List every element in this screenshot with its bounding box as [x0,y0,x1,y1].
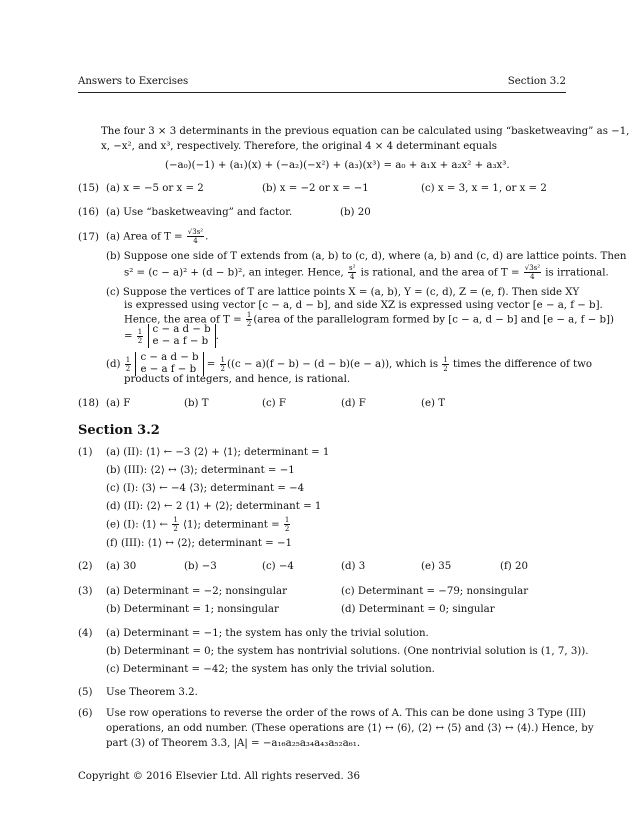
ex15-number: (15) [78,183,99,194]
s3-c: (c) Determinant = −79; nonsingular [341,586,529,597]
fraction: $\frac{1}{2}$ [284,516,290,533]
fraction: $\frac{\text{√3s²}}{4}$ [187,228,204,245]
ex17-c-line-1: (c) Suppose the vertices of T are lattice points X = (a, b), Y = (c, d), Z = (e, f). Then side XY [106,287,580,298]
s4-c: (c) Determinant = −42; the system has only the trivial solution. [106,664,435,675]
s1-d: (d) (II): ⟨2⟩ ← 2 ⟨1⟩ + ⟨2⟩; determinant = 1 [106,501,322,512]
s1-a: (a) (II): ⟨1⟩ ← −3 ⟨2⟩ + ⟨1⟩; determinant = 1 [106,447,330,458]
ex18-c: (c) F [262,398,286,409]
ex16-b: (b) 20 [340,207,371,218]
ex18-d: (d) F [341,398,366,409]
ex15-b: (b) x = −2 or x = −1 [262,183,369,194]
page-footer: Copyright © 2016 Elsevier Ltd. All rights reserved. 36 [78,771,360,782]
s4-b: (b) Determinant = 0; the system has nontrivial solutions. (One nontrivial solution is (1, 7, 3)). [106,646,589,657]
s1-number: (1) [78,447,93,458]
s2-b: (b) −3 [184,561,217,572]
s3-b: (b) Determinant = 1; nonsingular [106,604,279,615]
s6-line-1: Use row operations to reverse the order of the rows of A. This can be done using 3 Type (III) [106,708,586,719]
fraction: $\frac{1}{2}$ [125,355,131,373]
ex17-number: (17) [78,232,99,243]
s2-f: (f) 20 [500,561,528,572]
ex18-e: (e) T [421,398,446,409]
fraction: $\frac{1}{2}$ [137,327,143,345]
s6-number: (6) [78,708,93,719]
s3-d: (d) Determinant = 0; singular [341,604,495,615]
s1-b: (b) (III): ⟨2⟩ ↔ ⟨3⟩; determinant = −1 [106,465,295,476]
ex17-b-line-1: (b) Suppose one side of T extends from (a, b) to (c, d), where (a, b) and (c, d) are lattice points. Then [106,251,627,262]
s6-line-2: operations, an odd number. (These operations are ⟨1⟩ ↔ ⟨6⟩, ⟨2⟩ ↔ ⟨5⟩ and ⟨3⟩ ↔ ⟨4⟩.) Hence, by [106,723,594,734]
ex18-number: (18) [78,398,99,409]
section-title: Section 3.2 [78,423,160,438]
s2-c: (c) −4 [262,561,294,572]
fraction: $\frac{1}{2}$ [246,311,252,328]
s1-e: (e) (I): ⟨1⟩ ← $\frac{1}{2}$ ⟨1⟩; determinant = $\frac{1}{2}$ [106,516,290,533]
s1-c: (c) (I): ⟨3⟩ ← −4 ⟨3⟩; determinant = −4 [106,483,305,494]
ex15-a: (a) x = −5 or x = 2 [106,183,204,194]
ex16-number: (16) [78,207,99,218]
s3-a: (a) Determinant = −2; nonsingular [106,586,287,597]
ex17-c-line-2: is expressed using vector [c − a, d − b], and side XZ is expressed using vector [e − a, f − b]. [124,300,603,311]
ex17-c-line-3: Hence, the area of T = $\frac{1}{2}$ (area of the parallelogram formed by [c − a, d − b] and [e − a, f − b]) [124,311,614,328]
ex16-a: (a) Use “basketweaving” and factor. [106,207,293,218]
s4-a: (a) Determinant = −1; the system has only the trivial solution. [106,628,429,639]
header-rule [78,92,566,93]
ex18-b: (b) T [184,398,209,409]
fraction: $\frac{\text{s²}}{4}$ [349,264,356,281]
determinant-matrix: c − a d − b e − a f − b [148,324,216,348]
fraction: $\frac{1}{2}$ [220,355,226,373]
s1-f: (f) (III): ⟨1⟩ ↔ ⟨2⟩; determinant = −1 [106,538,292,549]
ex17-a: (a) Area of T = $\frac{\text{√3s²}}{4}$ . [106,228,209,245]
intro-equation: (−a₀)(−1) + (a₁)(x) + (−a₂)(−x²) + (a₃)(x³) = a₀ + a₁x + a₂x² + a₃x³. [165,160,510,171]
fraction: $\frac{\text{√3s²}}{4}$ [524,264,541,281]
s6-line-3: part (3) of Theorem 3.3, |A| = −a₁₆a₂₅a₃₄a₄₃a₅₂a₆₁. [106,738,361,749]
ex17-d-line-1: (d) $\frac{1}{2}$ c − a d − b e − a f − b = $\frac{1}{2}$ ((c − a)(f − b) − (d − b)(e − a)), which is $\frac{1}{2}$ times the difference of two [106,352,593,375]
page-header [78,76,566,89]
s3-number: (3) [78,586,93,597]
header-right: Section 3.2 [507,76,566,87]
intro-line-1: The four 3 × 3 determinants in the previous equation can be calculated using “basketweaving” as −1, [101,126,630,137]
intro-line-2: x, −x², and x³, respectively. Therefore, the original 4 × 4 determinant equals [101,141,497,152]
s4-number: (4) [78,628,93,639]
s5-text: Use Theorem 3.2. [106,687,198,698]
ex17-b-line-2: s² = (c − a)² + (d − b)², an integer. Hence, $\frac{\text{s²}}{4}$ is rational, and the area of T = $\frac{\text{√3s²}}{4}$ is irrational. [124,264,609,281]
s2-number: (2) [78,561,93,572]
s2-a: (a) 30 [106,561,137,572]
s2-e: (e) 35 [421,561,452,572]
fraction: $\frac{1}{2}$ [173,516,178,533]
header-left: Answers to Exercises [78,76,189,87]
s2-d: (d) 3 [341,561,366,572]
ex18-a: (a) F [106,398,131,409]
ex17-c-line-4: = $\frac{1}{2}$ c − a d − b e − a f − b . [124,324,219,347]
fraction: $\frac{1}{2}$ [443,355,448,373]
ex15-c: (c) x = 3, x = 1, or x = 2 [421,183,547,194]
s5-number: (5) [78,687,93,698]
determinant-matrix: c − a d − b e − a f − b [135,352,203,376]
ex17-d-line-2: products of integers, and hence, is rational. [124,374,351,385]
